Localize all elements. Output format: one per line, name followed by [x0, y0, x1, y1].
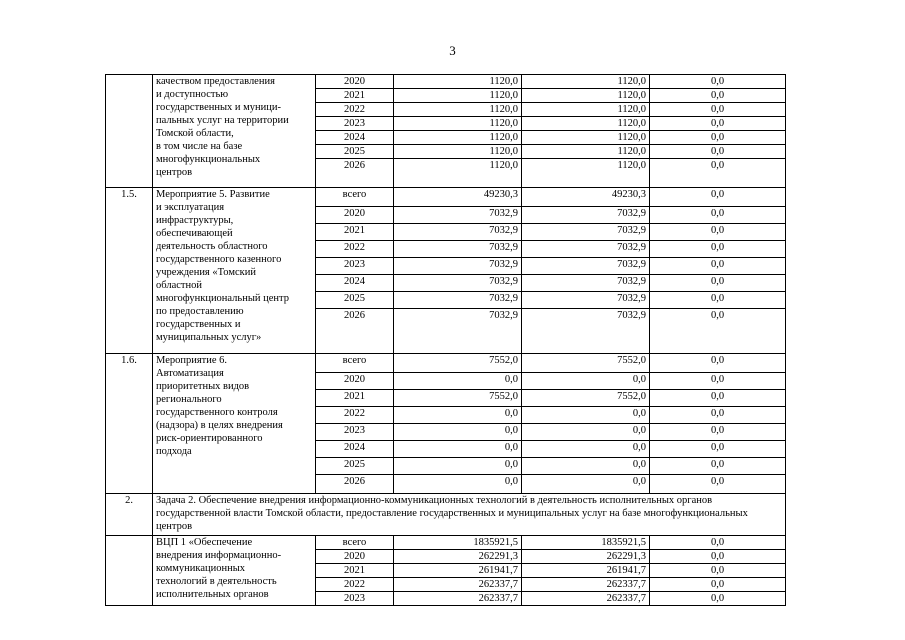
year-cell: 2025 [316, 292, 394, 309]
total-value-cell: 7032,9 [394, 292, 522, 309]
other-value-cell: 0,0 [650, 258, 786, 275]
budget-value-cell: 0,0 [522, 458, 650, 475]
budget-value-cell: 7032,9 [522, 309, 650, 354]
page-number: 3 [449, 43, 456, 58]
total-value-cell: 7032,9 [394, 207, 522, 224]
year-cell: 2020 [316, 373, 394, 390]
total-value-cell: 1120,0 [394, 103, 522, 117]
year-cell: 2021 [316, 564, 394, 578]
year-cell: 2023 [316, 117, 394, 131]
budget-value-cell: 0,0 [522, 373, 650, 390]
other-value-cell: 0,0 [650, 241, 786, 258]
year-cell: 2022 [316, 407, 394, 424]
other-value-cell: 0,0 [650, 89, 786, 103]
other-value-cell: 0,0 [650, 159, 786, 188]
budget-value-cell: 49230,3 [522, 188, 650, 207]
other-value-cell: 0,0 [650, 103, 786, 117]
year-cell: 2022 [316, 241, 394, 258]
total-value-cell: 0,0 [394, 475, 522, 494]
budget-value-cell: 7032,9 [522, 275, 650, 292]
other-value-cell: 0,0 [650, 441, 786, 458]
year-cell: 2021 [316, 224, 394, 241]
total-value-cell: 7032,9 [394, 241, 522, 258]
year-cell: 2020 [316, 207, 394, 224]
year-cell: 2023 [316, 592, 394, 606]
total-value-cell: 1120,0 [394, 145, 522, 159]
other-value-cell: 0,0 [650, 424, 786, 441]
year-cell: всего [316, 536, 394, 550]
budget-value-cell: 7032,9 [522, 224, 650, 241]
year-cell: 2020 [316, 75, 394, 89]
activity-1-5-row [106, 188, 786, 207]
budget-value-cell: 1835921,5 [522, 536, 650, 550]
budget-value-cell: 1120,0 [522, 103, 650, 117]
total-value-cell: 0,0 [394, 373, 522, 390]
budget-value-cell: 1120,0 [522, 145, 650, 159]
budget-value-cell: 262291,3 [522, 550, 650, 564]
other-value-cell: 0,0 [650, 564, 786, 578]
year-cell: 2023 [316, 424, 394, 441]
vcp-1-row [106, 536, 786, 550]
year-cell: 2026 [316, 159, 394, 188]
other-value-cell: 0,0 [650, 117, 786, 131]
year-cell: 2022 [316, 103, 394, 117]
other-value-cell: 0,0 [650, 275, 786, 292]
budget-value-cell: 1120,0 [522, 117, 650, 131]
total-value-cell: 1120,0 [394, 117, 522, 131]
other-value-cell: 0,0 [650, 188, 786, 207]
budget-table [105, 74, 786, 606]
activity-1-6-row [106, 354, 786, 373]
other-value-cell: 0,0 [650, 75, 786, 89]
total-value-cell: 262291,3 [394, 550, 522, 564]
activity-1-6-description: Мероприятие 6. Автоматизация приоритетных видов регионального государственного контроля (надзора) в целях внедрения риск-ориентированного подхода [153, 354, 316, 494]
other-value-cell: 0,0 [650, 578, 786, 592]
other-value-cell: 0,0 [650, 550, 786, 564]
year-cell: 2020 [316, 550, 394, 564]
other-value-cell: 0,0 [650, 373, 786, 390]
activity-1-5-number: 1.5. [106, 188, 153, 354]
year-cell: 2024 [316, 131, 394, 145]
other-value-cell: 0,0 [650, 458, 786, 475]
activity-1-4-description: качеством предоставления и доступностью государственных и муници- пальных услуг на территории Томской области, в том числе на базе многофункциональных центров [153, 75, 316, 188]
year-cell: 2022 [316, 578, 394, 592]
total-value-cell: 1120,0 [394, 89, 522, 103]
year-cell: всего [316, 354, 394, 373]
other-value-cell: 0,0 [650, 292, 786, 309]
activity-1-6-number: 1.6. [106, 354, 153, 494]
budget-value-cell: 7032,9 [522, 258, 650, 275]
other-value-cell: 0,0 [650, 592, 786, 606]
total-value-cell: 1835921,5 [394, 536, 522, 550]
other-value-cell: 0,0 [650, 354, 786, 373]
total-value-cell: 0,0 [394, 458, 522, 475]
total-value-cell: 7032,9 [394, 275, 522, 292]
budget-value-cell: 1120,0 [522, 131, 650, 145]
budget-value-cell: 1120,0 [522, 75, 650, 89]
budget-value-cell: 7552,0 [522, 354, 650, 373]
budget-value-cell: 0,0 [522, 407, 650, 424]
total-value-cell: 49230,3 [394, 188, 522, 207]
total-value-cell: 0,0 [394, 407, 522, 424]
budget-value-cell: 262337,7 [522, 578, 650, 592]
task-number: 2. [106, 494, 153, 536]
total-value-cell: 261941,7 [394, 564, 522, 578]
budget-value-cell: 0,0 [522, 441, 650, 458]
total-value-cell: 1120,0 [394, 75, 522, 89]
year-cell: 2026 [316, 309, 394, 354]
activity-1-4-row [106, 75, 786, 89]
vcp-1-number [106, 536, 153, 606]
total-value-cell: 7552,0 [394, 390, 522, 407]
budget-value-cell: 7552,0 [522, 390, 650, 407]
budget-value-cell: 0,0 [522, 424, 650, 441]
activity-1-5-description: Мероприятие 5. Развитие и эксплуатация инфраструктуры, обеспечивающей деятельность областного государственного казенного учреждения «Томский областной многофункциональный центр по предоставлению государственных и муниципальных услуг» [153, 188, 316, 354]
year-cell: 2026 [316, 475, 394, 494]
other-value-cell: 0,0 [650, 131, 786, 145]
other-value-cell: 0,0 [650, 309, 786, 354]
total-value-cell: 7032,9 [394, 224, 522, 241]
total-value-cell: 262337,7 [394, 592, 522, 606]
total-value-cell: 7032,9 [394, 258, 522, 275]
total-value-cell: 0,0 [394, 441, 522, 458]
other-value-cell: 0,0 [650, 207, 786, 224]
total-value-cell: 0,0 [394, 424, 522, 441]
budget-value-cell: 7032,9 [522, 207, 650, 224]
year-cell: 2021 [316, 390, 394, 407]
budget-value-cell: 1120,0 [522, 159, 650, 188]
year-cell: 2024 [316, 275, 394, 292]
budget-value-cell: 7032,9 [522, 292, 650, 309]
budget-value-cell: 262337,7 [522, 592, 650, 606]
other-value-cell: 0,0 [650, 475, 786, 494]
year-cell: 2023 [316, 258, 394, 275]
budget-value-cell: 1120,0 [522, 89, 650, 103]
other-value-cell: 0,0 [650, 224, 786, 241]
year-cell: 2025 [316, 145, 394, 159]
activity-1-4-number [106, 75, 153, 188]
total-value-cell: 1120,0 [394, 159, 522, 188]
total-value-cell: 262337,7 [394, 578, 522, 592]
other-value-cell: 0,0 [650, 407, 786, 424]
year-cell: 2025 [316, 458, 394, 475]
task-row [106, 494, 786, 536]
total-value-cell: 1120,0 [394, 131, 522, 145]
other-value-cell: 0,0 [650, 145, 786, 159]
total-value-cell: 7032,9 [394, 309, 522, 354]
vcp-1-description: ВЦП 1 «Обеспечение внедрения информационно- коммуникационных технологий в деятельность исполнительных органов [153, 536, 316, 606]
other-value-cell: 0,0 [650, 536, 786, 550]
year-cell: 2024 [316, 441, 394, 458]
task-description: Задача 2. Обеспечение внедрения информационно-коммуникационных технологий в деятельность исполнительных органов государственной власти Томской области, предоставление государственных и муниципальных услуг на базе многофункциональных центров [153, 494, 786, 536]
budget-value-cell: 261941,7 [522, 564, 650, 578]
year-cell: всего [316, 188, 394, 207]
other-value-cell: 0,0 [650, 390, 786, 407]
budget-value-cell: 0,0 [522, 475, 650, 494]
total-value-cell: 7552,0 [394, 354, 522, 373]
budget-value-cell: 7032,9 [522, 241, 650, 258]
year-cell: 2021 [316, 89, 394, 103]
